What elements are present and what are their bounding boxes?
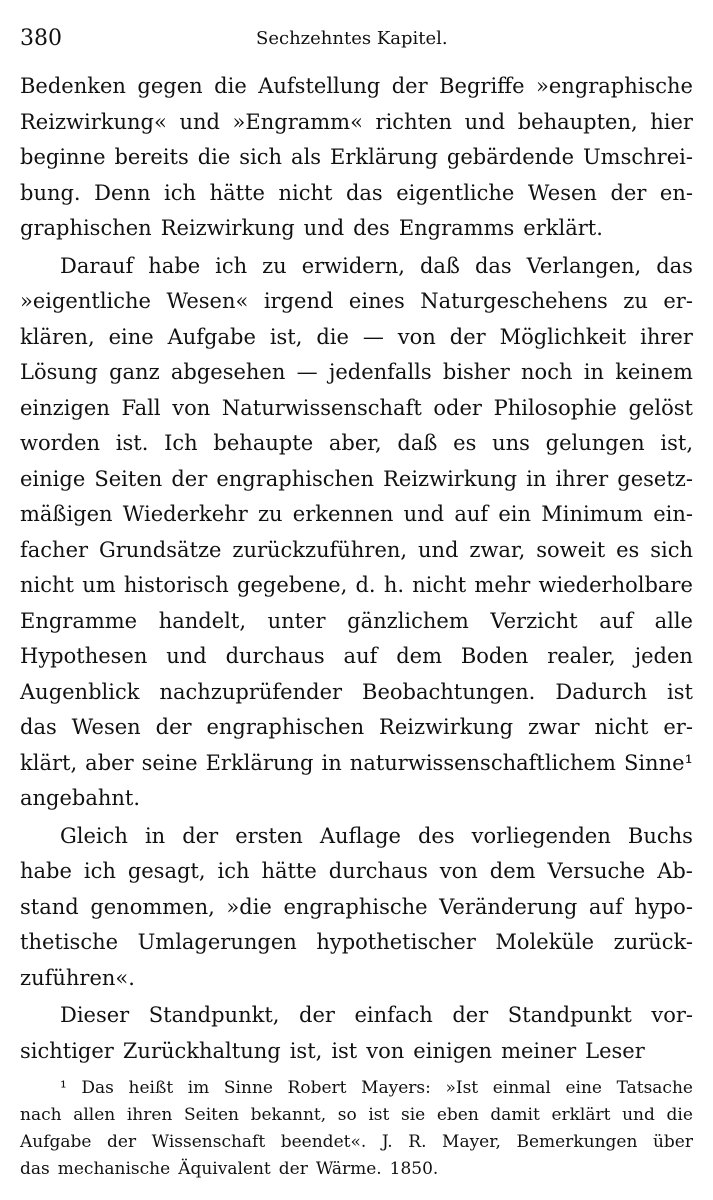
word: unter — [267, 608, 326, 633]
word: Veränderung — [439, 894, 578, 919]
text-line — [20, 538, 693, 574]
paragraph — [20, 824, 693, 1002]
word: Sinne¹ — [623, 750, 693, 775]
word: — — [296, 360, 318, 384]
footnote-word: Mayers: — [361, 1078, 431, 1098]
word: engraphische — [283, 894, 428, 919]
word: zu — [257, 502, 283, 526]
word: es — [616, 537, 640, 562]
word: realer, — [547, 644, 616, 668]
word: Auflage — [319, 823, 401, 848]
word: mehr — [474, 573, 531, 597]
word: der — [299, 1003, 335, 1027]
word: Ab- — [657, 859, 693, 883]
word: zwar — [527, 715, 580, 739]
paragraph — [20, 74, 693, 252]
word: und — [179, 109, 220, 134]
word: hätte — [209, 180, 265, 205]
footnote-word: einmal — [492, 1078, 551, 1098]
word: ich — [164, 180, 197, 205]
word: Verzicht — [490, 608, 578, 633]
footnote-word: Äquivalent — [178, 1159, 271, 1179]
word: Aufgabe — [167, 324, 256, 349]
word: sichtiger — [20, 1038, 114, 1063]
text-line — [20, 895, 693, 931]
word: der — [171, 466, 208, 491]
footnote-word: so — [337, 1105, 357, 1125]
word: zwar, — [469, 537, 526, 562]
word: Minimum — [541, 502, 644, 526]
footnote-word: Mayer, — [442, 1132, 501, 1152]
word: ihrer — [640, 324, 693, 349]
text-line — [20, 467, 693, 503]
footnote-word: das — [20, 1159, 50, 1179]
word: alle — [654, 608, 693, 633]
footnote-word: über — [652, 1132, 693, 1152]
text-line — [20, 110, 693, 146]
word: von — [397, 324, 436, 349]
book-page — [20, 22, 693, 1186]
word: auf — [454, 502, 489, 526]
word: ist, — [289, 1038, 323, 1063]
word: und — [303, 216, 345, 240]
text-line — [20, 859, 693, 895]
word: nachzuprüfender — [159, 679, 343, 704]
word: Reizwirkung — [383, 466, 518, 491]
word: und — [403, 502, 445, 526]
word: Dadurch — [555, 679, 648, 704]
footnote-line — [20, 1078, 693, 1105]
word: von — [172, 395, 211, 420]
word: Reizwirkung« — [20, 109, 167, 134]
word: uns — [492, 431, 530, 455]
word: d. — [355, 573, 376, 597]
word: Wesen« — [166, 289, 249, 313]
word: Darauf — [60, 253, 134, 278]
word: behaupte — [213, 431, 314, 455]
text-line — [20, 216, 693, 252]
word: Umlagerungen — [137, 930, 297, 954]
word: engraphischen — [216, 466, 374, 491]
word: abgesehen — [170, 360, 286, 384]
footnote-word: ist — [368, 1105, 390, 1125]
word: genommen, — [90, 894, 215, 919]
word: engraphischen — [206, 715, 365, 739]
word: eigentliche — [396, 180, 515, 205]
text-line — [20, 930, 693, 966]
word: Engramms — [398, 216, 515, 240]
word: auf — [599, 608, 634, 633]
word: Möglichkeit — [499, 324, 627, 349]
word: »die — [226, 894, 272, 919]
word: ist. — [115, 431, 149, 455]
text-line — [20, 966, 693, 1002]
word: ganz — [109, 360, 160, 384]
word: nicht — [594, 715, 649, 739]
text-line — [20, 786, 693, 822]
word: erklärt. — [523, 216, 603, 240]
word: mäßigen — [20, 502, 113, 526]
word: es — [453, 431, 477, 455]
word: keinem — [615, 360, 693, 384]
word: ist — [331, 1038, 358, 1063]
word: en- — [659, 180, 693, 205]
word: gesetz- — [617, 466, 693, 491]
word: Fall — [121, 395, 161, 420]
word: gegebene, — [237, 573, 348, 597]
word: in — [583, 360, 604, 384]
word: jeden — [634, 644, 693, 668]
word: stand — [20, 894, 79, 919]
word: er- — [663, 715, 693, 739]
word: Wesen — [71, 715, 141, 739]
text-line — [20, 325, 693, 361]
word: jedenfalls — [328, 360, 432, 384]
text-line — [20, 1003, 693, 1039]
word: durchaus — [225, 644, 325, 668]
footnote-word: Aufgabe — [20, 1132, 92, 1152]
word: daß — [419, 253, 460, 278]
word: bereits — [114, 145, 189, 169]
word: der — [449, 324, 486, 349]
word: das — [345, 180, 383, 205]
word: dem — [489, 859, 536, 883]
word: gebärdende — [446, 145, 575, 169]
word: behaupten, — [517, 109, 638, 134]
word: Beobachtungen. — [362, 679, 536, 704]
page-number: 380 — [20, 26, 62, 51]
word: ein- — [653, 502, 693, 526]
word: vor- — [651, 1003, 693, 1027]
text-line — [20, 74, 693, 110]
footnote-word: der — [278, 1159, 308, 1179]
word: zu — [262, 253, 287, 278]
footnote-word: eben — [436, 1105, 479, 1125]
word: das — [20, 715, 57, 739]
footnote-word: »Ist — [445, 1078, 479, 1098]
word: »Engramm« — [232, 109, 363, 134]
footnote-word: ¹ — [60, 1078, 67, 1098]
footnote-word: J. — [381, 1132, 393, 1152]
word: Naturgeschehens — [420, 289, 608, 313]
word: einigen — [413, 1038, 493, 1063]
word: noch — [521, 360, 573, 384]
word: hypo- — [634, 894, 693, 919]
text-line — [20, 431, 693, 467]
word: nicht — [278, 180, 333, 205]
word: Bedenken — [20, 74, 126, 98]
word: Standpunkt — [507, 1003, 632, 1027]
word: die — [214, 74, 247, 98]
word: Dieser — [60, 1003, 130, 1027]
word: hätte — [261, 859, 317, 883]
footnote-word: allen — [73, 1105, 116, 1125]
footnote-word: eine — [565, 1078, 602, 1098]
word: gelöst — [628, 395, 693, 420]
word: Wiederkehr — [122, 502, 248, 526]
word: erwidern, — [301, 253, 405, 278]
word: aber, — [328, 431, 382, 455]
word: oder — [433, 395, 482, 420]
word: nicht — [20, 573, 74, 597]
footnote-word: erklärt — [551, 1105, 611, 1125]
word: die — [316, 324, 349, 349]
footnote-word: beendet«. — [280, 1132, 367, 1152]
word: Seiten — [94, 466, 163, 491]
word: des — [353, 216, 390, 240]
word: um — [82, 573, 116, 597]
word: vorliegenden — [471, 823, 611, 848]
word: Erklärung — [330, 145, 438, 169]
word: »engraphische — [536, 74, 693, 98]
word: Leser — [585, 1038, 645, 1063]
footnote-word: und — [622, 1105, 655, 1125]
word: thetische — [20, 930, 119, 954]
word: hier — [650, 109, 693, 134]
word: Begriffe — [439, 74, 525, 98]
word: soweit — [536, 537, 606, 562]
word: in — [144, 823, 166, 848]
text-line — [20, 644, 693, 680]
word: das — [474, 253, 512, 278]
word: Erklärung — [205, 750, 314, 775]
word: Aufstellung — [258, 74, 381, 98]
word: durchaus — [328, 859, 428, 883]
footnote-word: Das — [81, 1078, 114, 1098]
word: zu — [623, 289, 648, 313]
footnote-word: Seiten — [184, 1105, 239, 1125]
chapter-title: Sechzehntes Kapitel. — [256, 28, 448, 49]
word: meiner — [501, 1038, 577, 1063]
footnote-word: heißt — [128, 1078, 174, 1098]
word: Gleich — [60, 823, 128, 848]
word: auf — [588, 894, 623, 919]
text-line — [20, 254, 693, 290]
word: in — [526, 466, 547, 491]
word: von — [366, 1038, 405, 1063]
word: richten — [375, 109, 452, 134]
word: irgend — [263, 289, 334, 313]
word: und — [464, 109, 506, 134]
word: einige — [20, 466, 86, 491]
word: zurück- — [613, 930, 693, 954]
footnote-word: Wissenschaft — [151, 1132, 266, 1152]
word: »eigentliche — [20, 289, 151, 313]
word: sich — [650, 537, 693, 562]
word: gänzlichem — [347, 608, 469, 633]
word: der — [182, 823, 219, 848]
word: Versuche — [547, 859, 646, 883]
word: handelt, — [158, 608, 246, 633]
text-line — [20, 680, 693, 716]
paragraph — [20, 1003, 693, 1074]
word: Hypothesen — [20, 644, 148, 668]
footnote-word: 1850. — [389, 1159, 439, 1179]
word: graphischen — [20, 216, 152, 240]
word: zurückzuführen, — [232, 537, 408, 562]
word: Moleküle — [495, 930, 595, 954]
footnotes — [20, 1078, 693, 1186]
word: der — [155, 715, 192, 739]
text-line — [20, 1039, 693, 1075]
word: Verlangen, — [526, 253, 642, 278]
word: Grundsätze — [98, 537, 222, 562]
word: ersten — [235, 823, 303, 848]
word: Standpunkt, — [148, 1003, 280, 1027]
word: gesagt, — [127, 859, 206, 883]
word: worden — [20, 431, 101, 455]
word: erkennen — [292, 502, 394, 526]
word: Boden — [460, 644, 529, 668]
word: des — [417, 823, 455, 848]
footnote-word: Wärme. — [315, 1159, 382, 1179]
footnote-word: R. — [408, 1132, 427, 1152]
word: sich — [239, 145, 283, 169]
word: daß — [397, 431, 438, 455]
footnote-line — [20, 1132, 693, 1159]
word: eines — [348, 289, 405, 313]
word: die — [197, 145, 231, 169]
word: gegen — [137, 74, 203, 98]
word: als — [291, 145, 322, 169]
word: Augenblick — [20, 679, 140, 704]
footnote-word: mechanische — [57, 1159, 171, 1179]
word: gelungen — [545, 431, 645, 455]
word: — — [362, 324, 384, 349]
word: ist — [667, 679, 693, 704]
text-line — [20, 715, 693, 751]
footnote-word: nach — [20, 1105, 62, 1125]
word: historisch — [123, 573, 229, 597]
word: habe — [20, 859, 72, 883]
footnote-word: Tatsache — [616, 1078, 693, 1098]
word: der — [391, 74, 428, 98]
word: ist, — [269, 324, 303, 349]
footnote-word: Bemerkungen — [516, 1132, 638, 1152]
text-line — [20, 751, 693, 787]
word: klären, — [20, 324, 95, 349]
word: Umschrei- — [582, 145, 693, 169]
word: ihrer — [555, 466, 609, 491]
word: Reizwirkung — [160, 216, 295, 240]
footnote-word: der — [107, 1132, 137, 1152]
word: ich — [83, 859, 116, 883]
word: Wesen — [527, 180, 597, 205]
word: habe — [148, 253, 201, 278]
footnote-word: damit — [490, 1105, 540, 1125]
word: und — [166, 644, 207, 668]
paragraph — [20, 254, 693, 822]
text-line — [20, 360, 693, 396]
word: Engramme — [20, 608, 138, 633]
word: Denn — [94, 180, 151, 205]
word: nicht — [412, 573, 467, 597]
word: klärt, — [20, 750, 78, 775]
word: Lösung — [20, 360, 98, 384]
word: dem — [396, 644, 443, 668]
word: wiederholbare — [538, 573, 693, 597]
word: ein — [498, 502, 532, 526]
text-line — [20, 181, 693, 217]
word: hypothetischer — [316, 930, 476, 954]
word: beginne — [20, 145, 106, 169]
word: in — [321, 750, 342, 775]
word: von — [439, 859, 478, 883]
word: bung. — [20, 180, 81, 205]
body-text — [20, 74, 693, 1074]
text-line — [20, 573, 693, 609]
footnote-word: ihren — [126, 1105, 173, 1125]
footnote-word: im — [187, 1078, 210, 1098]
word: seine — [141, 750, 198, 775]
footnote-word: sie — [400, 1105, 426, 1125]
word: und — [417, 537, 459, 562]
word: Philosophie — [493, 395, 617, 420]
footnote-line — [20, 1105, 693, 1132]
footnote-word: Robert — [287, 1078, 347, 1098]
word: ich — [217, 859, 250, 883]
footnote-line — [20, 1159, 693, 1186]
word: zuführen«. — [20, 965, 135, 990]
word: er- — [663, 289, 693, 313]
word: Reizwirkung — [379, 715, 514, 739]
word: eine — [108, 324, 154, 349]
word: der — [610, 180, 647, 205]
word: angebahnt. — [20, 786, 141, 810]
word: der — [452, 1003, 489, 1027]
word: aber — [85, 750, 134, 775]
word: Ich — [164, 431, 198, 455]
word: h. — [383, 573, 405, 597]
word: Naturwissenschaft — [221, 395, 422, 420]
text-line — [20, 396, 693, 432]
text-line — [20, 289, 693, 325]
text-line — [20, 145, 693, 181]
text-line — [20, 824, 693, 860]
word: Buchs — [627, 823, 693, 848]
footnote-word: die — [666, 1105, 693, 1125]
text-line — [20, 502, 693, 538]
word: bisher — [442, 360, 510, 384]
word: Zurückhaltung — [122, 1038, 281, 1063]
word: facher — [20, 537, 89, 562]
word: einzigen — [20, 395, 110, 420]
footnote-word: bekannt, — [250, 1105, 327, 1125]
word: einfach — [354, 1003, 433, 1027]
word: das — [656, 253, 693, 278]
word: ich — [215, 253, 248, 278]
text-line — [20, 609, 693, 645]
footnote-word: Sinne — [223, 1078, 273, 1098]
word: auf — [343, 644, 378, 668]
word: ist, — [660, 431, 693, 455]
running-head — [20, 22, 693, 62]
word: naturwissenschaftlichem — [349, 750, 616, 775]
